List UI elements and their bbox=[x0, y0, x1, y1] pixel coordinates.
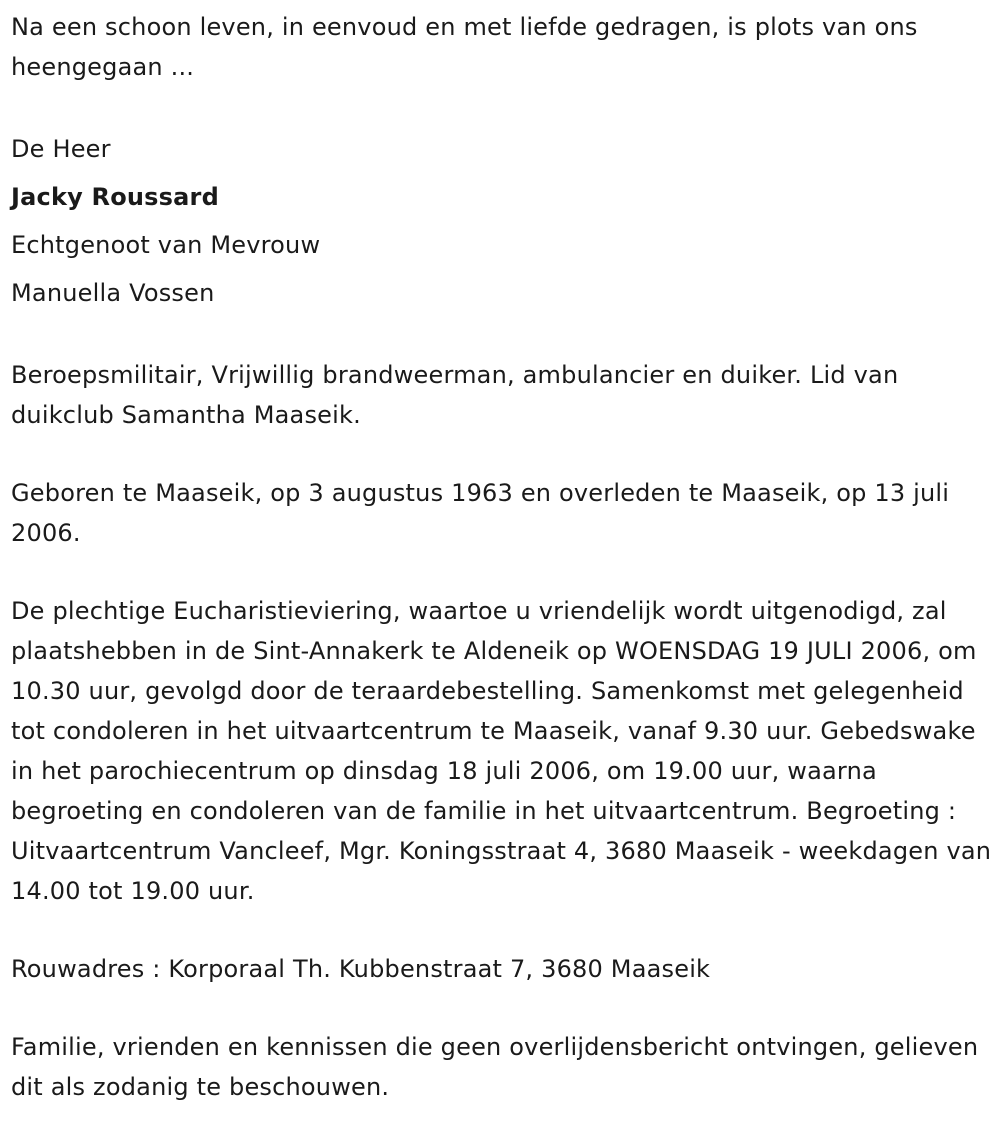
spacer bbox=[11, 553, 993, 591]
spacer bbox=[11, 435, 993, 473]
birth-death-paragraph: Geboren te Maaseik, op 3 augustus 1963 en overleden te Maaseik, op 13 juli 2006. bbox=[11, 479, 950, 547]
spacer bbox=[11, 317, 993, 355]
closing-paragraph: Familie, vrienden en kennissen die geen overlijdensbericht ontvingen, gelieven dit als zodanig te beschouwen. bbox=[11, 1033, 979, 1101]
title-prefix: De Heer bbox=[11, 135, 111, 163]
intro-paragraph: Na een schoon leven, in eenvoud en met liefde gedragen, is plots van ons heengegaan ... bbox=[11, 13, 918, 81]
obituary-text bbox=[11, 7, 993, 1107]
spacer bbox=[11, 87, 993, 125]
deceased-name: Jacky Roussard bbox=[11, 183, 219, 211]
mourning-address: Rouwadres : Korporaal Th. Kubbenstraat 7, 3680 Maaseik bbox=[11, 955, 711, 983]
occupation-paragraph: Beroepsmilitair, Vrijwillig brandweerman, ambulancier en duiker. Lid van duikclub Samantha Maaseik. bbox=[11, 361, 899, 429]
spouse-line-2: Manuella Vossen bbox=[11, 279, 215, 307]
spacer bbox=[11, 989, 993, 1027]
spouse-line-1: Echtgenoot van Mevrouw bbox=[11, 231, 321, 259]
spacer bbox=[11, 911, 993, 949]
ceremony-paragraph: De plechtige Eucharistieviering, waartoe u vriendelijk wordt uitgenodigd, zal plaatshebben in de Sint-Annakerk te Aldeneik op WOENSDAG 19 JULI 2006, om 10.30 uur, gevolgd door de teraardebestelling. Samenkomst met gelegenheid tot condoleren in het uitvaartcentrum te Maaseik, vanaf 9.30 uur. Gebedswake in het parochiecentrum op dinsdag 18 juli 2006, om 19.00 uur, waarna begroeting en condoleren van de familie in het uitvaartcentrum. Begroeting : Uitvaartcentrum Vancleef, Mgr. Koningsstraat 4, 3680 Maaseik - weekdagen van 14.00 tot 19.00 uur. bbox=[11, 597, 992, 905]
